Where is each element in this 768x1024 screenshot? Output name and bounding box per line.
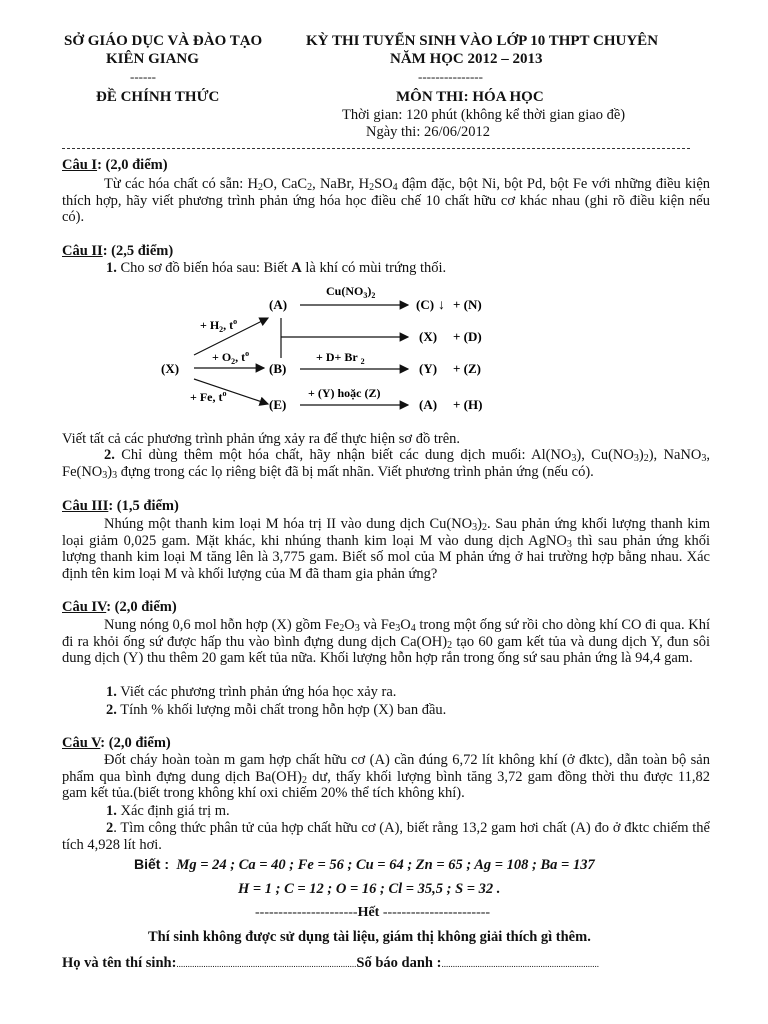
question-2-item-1 <box>106 260 446 277</box>
q2-item1-num: 1. <box>106 260 117 276</box>
sub-3: 3 <box>102 469 108 481</box>
question-3-text <box>62 516 710 582</box>
question-2-points: : (2,5 điểm) <box>102 243 174 259</box>
atomic-masses-line-1 <box>134 856 595 874</box>
node-h: + (H) <box>453 397 483 412</box>
question-5-item-1 <box>106 803 230 820</box>
subject-title: MÔN THI: HÓA HỌC <box>396 89 544 105</box>
name-label: Họ và tên thí sinh: <box>62 955 177 971</box>
node-e: (E) <box>269 397 287 412</box>
q4-item1-text: Viết các phương trình phản ứng hóa học xảy ra. <box>116 684 397 700</box>
name-blank: ................................................................................ <box>176 959 357 969</box>
sub-3: 3 <box>472 522 478 533</box>
node-x-right: (X) <box>419 329 438 344</box>
q3-text-b: ) <box>477 516 482 532</box>
question-5-item-2 <box>62 820 710 853</box>
question-5-heading <box>62 735 171 752</box>
q1-text-b: O, CaC <box>263 176 308 192</box>
sub-2: 2 <box>301 774 307 786</box>
sub-2: 2 <box>643 453 649 464</box>
left-dash: ------ <box>130 69 156 84</box>
question-4-text <box>62 617 710 667</box>
masses-1: Mg = 24 ; Ca = 40 ; Fe = 56 ; Cu = 64 ; Zn = 65 ; Ag = 108 ; Ba = 137 <box>176 857 595 873</box>
exam-duration: Thời gian: 120 phút (không kể thời gian giao đề) <box>342 107 626 123</box>
question-4-item-1 <box>106 684 396 701</box>
node-a: (A) <box>269 297 288 312</box>
question-3-heading <box>62 498 179 515</box>
biet-label: Biết : <box>134 856 169 872</box>
candidate-info-line <box>62 955 599 972</box>
candidate-note: Thí sinh không được sử dụng tài liệu, giám thị không giải thích gì thêm. <box>148 929 591 945</box>
official-label: ĐỀ CHÍNH THỨC <box>96 89 220 105</box>
end-left: ---------------------- <box>255 905 358 920</box>
q4-text-a: Nung nóng 0,6 mol hỗn hợp (X) gồm Fe <box>104 617 340 633</box>
question-4-points: : (2,0 điểm) <box>106 599 177 615</box>
question-5-title: Câu V <box>62 735 101 751</box>
question-2-heading <box>62 243 173 260</box>
q2-item2-rest2: ), NaNO <box>648 447 702 463</box>
q1-sub: 2 <box>307 182 313 193</box>
q1-text-a: Từ các hóa chất có sẵn: H <box>104 176 258 192</box>
node-a-right: (A) <box>419 397 438 412</box>
label-h2: + $H_2$, $t^o$ <box>200 317 238 334</box>
q2-item2-rest5: đựng trong các lọ riêng biệt đã bị mất nhãn. Viết phương trình phản ứng (nếu có). <box>117 463 594 480</box>
school-year: NĂM HỌC 2012 – 2013 <box>390 51 543 67</box>
q1-sub: 2 <box>369 182 375 193</box>
q2-item2-text: Chỉ dùng thêm một hóa chất, hãy nhận biết các dung dịch muối: Al(NO <box>114 447 572 463</box>
node-c: (C) <box>416 297 435 312</box>
question-3-points: : (1,5 điểm) <box>108 498 179 514</box>
sub-2: 2 <box>339 623 345 634</box>
right-dash: --------------- <box>418 69 483 84</box>
q5-text-a: Đốt cháy hoàn toàn m gam hợp chất hữu cơ (A) cần đúng 6,72 lít không khí (ở đktc), dẫn toàn bộ sản phẩm qua bình đựng dung dịch Ba(OH) <box>62 752 710 785</box>
q4-text-e: trong một ống sứ rồi cho dòng khí CO đi qua. Khí đi ra khỏi ống sứ được hấp thu vào bình đựng dung dịch Ca(OH) <box>62 617 710 650</box>
sub-3: 3 <box>633 453 639 464</box>
q5-item2-text: . Tìm công thức phân tử của hợp chất hữu cơ (A), biết rằng 13,2 gam hơi chất (A) đo ở đktc chiếm thể tích 4,928 lít hơi. <box>62 820 710 853</box>
q2-item2-rest4: ) <box>107 463 113 480</box>
end-marker <box>255 905 490 921</box>
label-cu-no3: $Cu(NO_3)_2$ <box>326 284 376 300</box>
question-2-item-2 <box>62 447 710 480</box>
q3-text-d: thì sau phản ứng khối lượng thanh kim loại M tăng lên là 3,775 gam. Biết số mol của M phản ứng ở hai trường hợp bằng nhau. Xác định tên kim loại M và khối lượng của M đã tham gia phản ứng? <box>62 532 710 582</box>
node-x: (X) <box>161 361 180 376</box>
question-2-after-diagram: Viết tất cả các phương trình phản ứng xảy ra để thực hiện sơ đồ trên. <box>62 431 460 447</box>
label-d-br2: + D+ Br $_2$ <box>316 350 365 366</box>
q4-text-d: O <box>400 617 411 633</box>
q2-item2-close: ) <box>638 447 644 463</box>
q2-item1-bold: A <box>291 260 302 276</box>
sbd-blank: ...................................................................... <box>441 959 599 969</box>
question-5-text <box>62 752 710 802</box>
label-fe: + Fe, $t^o$ <box>190 389 227 404</box>
label-o2: + $O_2$, $t^o$ <box>212 349 250 366</box>
question-2-title: Câu II <box>62 243 103 259</box>
question-4-item-2 <box>106 702 446 719</box>
q2-item2-num: 2. <box>104 447 115 463</box>
question-1-heading <box>62 157 168 174</box>
sub-3: 3 <box>354 623 360 634</box>
question-4-title: Câu IV <box>62 599 107 615</box>
node-d: + (D) <box>453 329 482 344</box>
question-3-title: Câu III <box>62 498 109 514</box>
sub-3: 3 <box>571 453 577 464</box>
q1-sub: 2 <box>258 182 263 193</box>
province-name: KIÊN GIANG <box>106 51 199 67</box>
department-name: SỞ GIÁO DỤC VÀ ĐÀO TẠO <box>64 33 263 49</box>
question-5-points: : (2,0 điểm) <box>100 735 171 751</box>
exam-date: Ngày thi: 26/06/2012 <box>366 124 491 140</box>
q4-item2-num: 2. <box>106 702 117 718</box>
question-1-title: Câu I <box>62 157 98 173</box>
q1-text-d: SO <box>374 176 393 192</box>
end-right: ----------------------- <box>379 905 491 920</box>
atomic-masses-line-2: H = 1 ; C = 12 ; O = 16 ; Cl = 35,5 ; S = 32 . <box>238 881 501 897</box>
sub-4: 4 <box>410 623 416 634</box>
q5-item1-num: 1. <box>106 803 117 819</box>
exam-title: KỲ THI TUYỂN SINH VÀO LỚP 10 THPT CHUYÊN <box>306 33 659 49</box>
sbd-label: Số báo danh : <box>356 955 442 971</box>
q4-text-f: tạo 60 gam kết tủa và dung dịch Y, đun sôi dung dịch (Y) thu thêm 20 gam kết tủa nữa. Khối lượng hỗn hợp rắn trong ống sứ sau phản ứng là 94,4 gam. <box>62 633 710 666</box>
node-n: + (N) <box>453 297 482 312</box>
question-4-heading <box>62 599 177 616</box>
q5-item2-num: 2 <box>106 820 114 836</box>
q2-item1-text: Cho sơ đồ biến hóa sau: Biết <box>116 260 292 276</box>
sub-2: 2 <box>482 522 487 533</box>
q4-item2-text: Tính % khối lượng mỗi chất trong hỗn hợp (X) ban đầu. <box>116 702 447 718</box>
sub-3: 3 <box>112 469 118 481</box>
q1-sub: 4 <box>392 182 398 193</box>
reaction-diagram <box>150 280 510 420</box>
q2-item2-rest1: ), Cu(NO <box>576 447 634 463</box>
question-1-text <box>62 176 710 226</box>
node-y: (Y) <box>419 361 438 376</box>
q5-text-b: dư, thấy khối lượng bình tăng 3,72 gam đồng thời thu được 11,82 gam kết tủa.(biết trong không khí oxi chiếm 20% thể tích không khí). <box>62 768 711 801</box>
q4-text-b: O <box>344 617 355 633</box>
q4-item1-num: 1. <box>106 684 117 700</box>
q3-text-c: . Sau phản ứng khối lượng thanh kim loại giảm 0,025 gam. Mặt khác, khi nhúng thanh kim loại M vào dung dịch AgNO <box>62 516 710 549</box>
q5-item1-text: Xác định giá trị m. <box>116 803 230 819</box>
down-arrow-icon: ↓ <box>438 298 445 313</box>
q3-text-a: Nhúng một thanh kim loại M hóa trị II vào dung dịch Cu(NO <box>104 516 473 532</box>
sub-2: 2 <box>447 639 453 651</box>
end-word: Hết <box>357 905 380 920</box>
q4-text-c: và Fe <box>359 617 396 633</box>
question-1-points: : (2,0 điểm) <box>97 157 168 173</box>
sub-3: 3 <box>701 453 707 464</box>
header-separator <box>62 148 690 149</box>
sub-3: 3 <box>566 538 572 550</box>
q1-text-c: , NaBr, H <box>312 176 370 192</box>
q2-item1-text-b: là khí có mùi trứng thối. <box>301 260 447 276</box>
label-y-or-z: + (Y) hoặc (Z) <box>308 386 381 400</box>
q1-text-e: đậm đặc, bột Ni, bột Pd, bột Fe với những điều kiện thích hợp, hãy viết phương trình phản ứng hóa học điều chế 10 chất hữu cơ khác nhau (ghi rõ điều kiện nếu có). <box>62 176 710 225</box>
q2-item2-rest3: , Fe(NO <box>62 447 710 480</box>
node-z: + (Z) <box>453 361 481 376</box>
sub-3: 3 <box>395 623 401 634</box>
node-b: (B) <box>269 361 287 376</box>
